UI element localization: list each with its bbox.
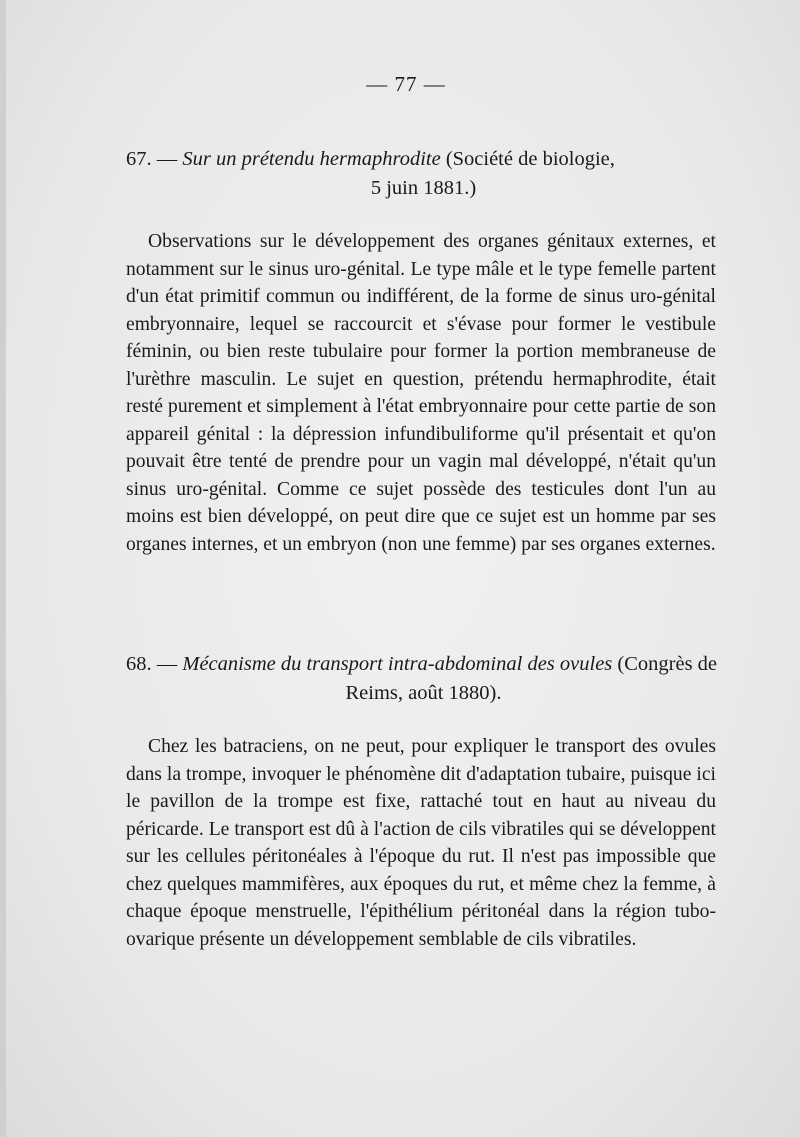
section-title: Sur un prétendu hermaphrodite <box>182 148 441 170</box>
section-67-heading <box>126 145 721 203</box>
section-number: 68. <box>126 653 152 675</box>
section-67-body: Observations sur le développement des organes génitaux externes, et notamment sur le sinus uro-génital. Le type mâle et le type femelle partent d'un état primitif commun ou indifférent, de la forme de sinus uro-génital embryonnaire, lequel se raccourcit et s'évase pour former le vestibule féminin, ou bien reste tubulaire pour former la portion membraneuse de l'urèthre masculin. Le sujet en question, prétendu hermaphrodite, était resté purement et simplement à l'état embryonnaire pour cette partie de son appareil génital : la dépression infundibuliforme qu'il présentait et qu'on pouvait être tenté de prendre pour un vagin mal développé, n'était qu'un sinus uro-génital. Comme ce sujet possède des testicules dont l'un au moins est bien développé, on peut dire que ce sujet est un homme par ses organes internes, et un embryon (non une femme) par ses organes externes. <box>126 231 716 555</box>
section-source: (Société de biologie, <box>445 148 615 170</box>
section-68-body: Chez les batraciens, on ne peut, pour expliquer le transport des ovules dans la trompe, invoquer le phénomène dit d'adaptation tubaire, puisque ici le pavillon de la trompe est fixe, rattaché tout en haut au niveau du péricarde. Le transport est dû à l'action de cils vibratiles qui se développent sur les cellules péritonéales à l'époque du rut. Il n'est pas impossible que chez quelques mammifères, aux époques du rut, et même chez la femme, à chaque époque menstruelle, l'épithélium péritonéal dans la région tubo-ovarique présente un développement semblable de cils vibratiles. <box>126 736 716 950</box>
heading-dash: — <box>156 148 178 170</box>
section-number: 67. <box>126 148 152 170</box>
section-source-date: 5 juin 1881.) <box>370 177 477 199</box>
page-number: — 77 — <box>366 72 446 96</box>
heading-dash: — <box>156 653 178 675</box>
section-source-date: Reims, août 1880). <box>345 682 502 704</box>
section-title: Mécanisme du transport intra-abdominal des ovules <box>182 653 613 675</box>
section-68-heading <box>126 650 721 708</box>
section-source: (Congrès de <box>617 653 718 675</box>
